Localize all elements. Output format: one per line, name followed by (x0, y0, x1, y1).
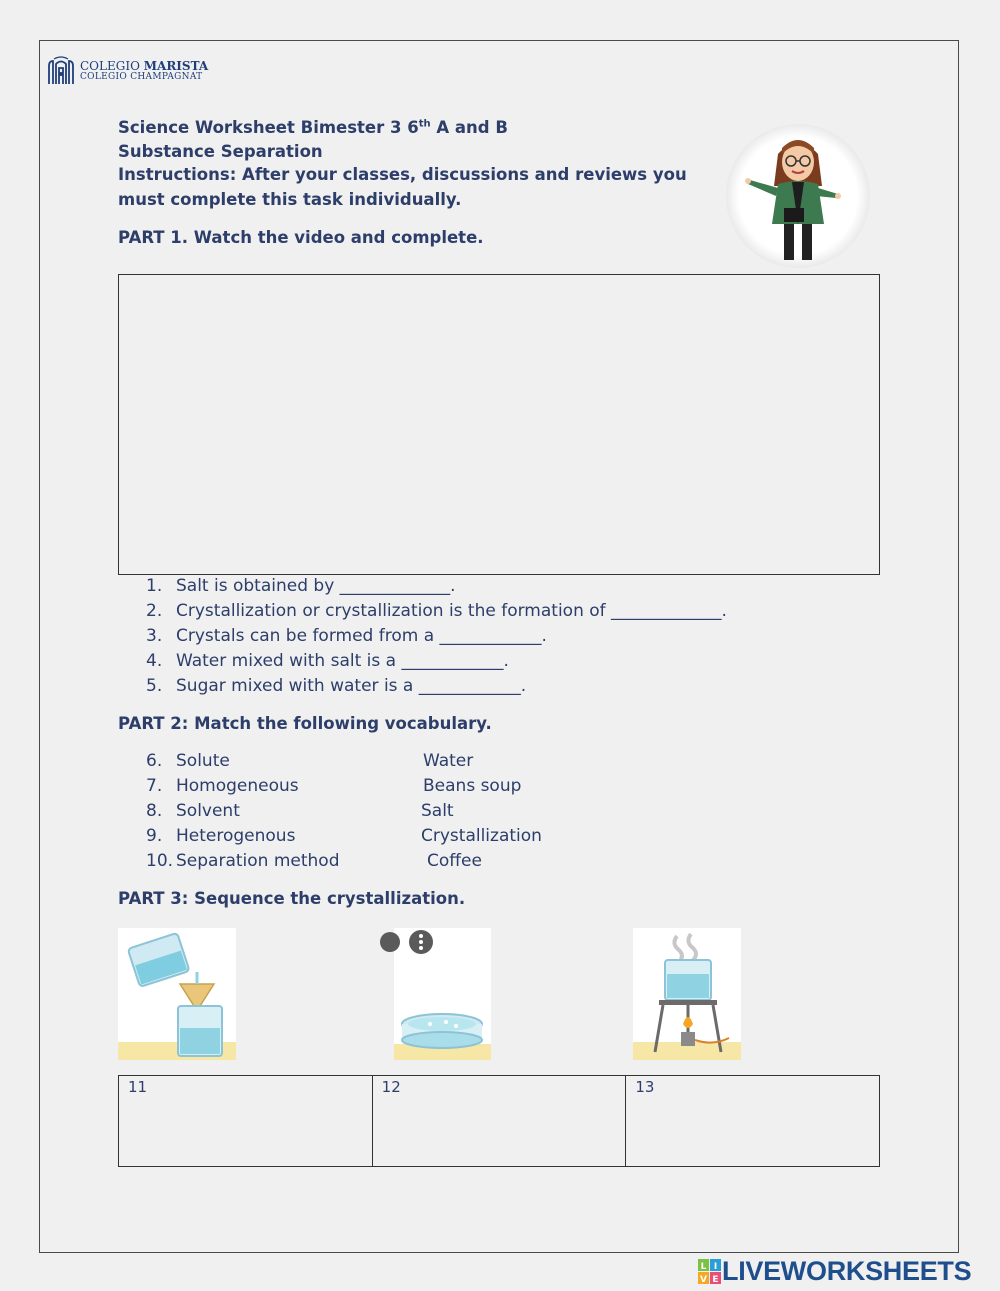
vocab-answer: Beans soup (423, 776, 522, 796)
question-number: 1. (146, 576, 163, 596)
worksheet-title (118, 118, 508, 137)
vocab-left-8 (146, 801, 240, 821)
question-number: 4. (146, 651, 163, 671)
question-text: Crystallization or crystallization is the formation of _____________. (176, 601, 727, 621)
vocab-number: 8. (146, 801, 163, 821)
question-4 (146, 651, 509, 671)
instructions-line2: must complete this task individually. (118, 190, 462, 209)
question-3 (146, 626, 547, 646)
sequence-answer-table (118, 1075, 880, 1167)
question-text: Water mixed with salt is a ____________. (176, 651, 509, 671)
logo-line1-bold: MARISTA (143, 59, 209, 73)
marista-crest-icon (46, 56, 76, 88)
instructions-line1: Instructions: After your classes, discussions and reviews you (118, 165, 687, 184)
part3-heading: PART 3: Sequence the crystallization. (118, 889, 466, 908)
vocab-answer: Salt (421, 801, 454, 821)
vocab-number: 7. (146, 776, 163, 796)
part1-heading: PART 1. Watch the video and complete. (118, 228, 484, 247)
vocab-answer: Water (423, 751, 474, 771)
svg-text:V: V (700, 1274, 707, 1285)
filtering-picture (118, 928, 236, 1060)
title-superscript: th (418, 118, 431, 130)
question-number: 2. (146, 601, 163, 621)
teacher-illustration-icon (726, 124, 870, 268)
question-1 (146, 576, 456, 596)
teacher-avatar (726, 124, 870, 268)
question-number: 5. (146, 676, 163, 696)
liveworksheets-logo (698, 1256, 971, 1287)
part2-heading: PART 2: Match the following vocabulary. (118, 714, 492, 733)
question-text: Crystals can be formed from a ____________. (176, 626, 547, 646)
answer-box-number: 13 (635, 1078, 655, 1096)
svg-text:L: L (700, 1261, 707, 1272)
image-overlay-controls[interactable] (380, 929, 436, 955)
vocab-number: 9. (146, 826, 163, 846)
question-text: Salt is obtained by _____________. (176, 576, 456, 596)
logo-line1: COLEGIO (80, 59, 144, 73)
answer-box-13[interactable] (626, 1076, 879, 1166)
heating-beaker-picture (633, 928, 741, 1060)
vocab-term: Separation method (176, 851, 340, 871)
svg-text:I: I (713, 1261, 718, 1272)
vocab-left-10 (146, 851, 339, 871)
answer-box-number: 11 (128, 1078, 148, 1096)
liveworksheets-brand-text: LIVEWORKSHEETS (722, 1256, 972, 1286)
question-text: Sugar mixed with water is a ____________. (176, 676, 527, 696)
vocab-term: Heterogenous (176, 826, 296, 846)
worksheet-subtitle: Substance Separation (118, 142, 323, 161)
answer-box-12[interactable] (373, 1076, 627, 1166)
answer-box-number: 12 (381, 1078, 401, 1096)
vocab-answer: Coffee (427, 851, 482, 871)
answer-box-11[interactable] (119, 1076, 373, 1166)
svg-text:E: E (712, 1274, 719, 1285)
title-main: Science Worksheet Bimester 3 6 (118, 118, 419, 137)
liveworksheets-mark-icon (698, 1259, 722, 1285)
question-number: 3. (146, 626, 163, 646)
vocab-term: Homogeneous (176, 776, 299, 796)
question-5 (146, 676, 526, 696)
vocab-number: 6. (146, 751, 163, 771)
vocab-answer: Crystallization (421, 826, 542, 846)
video-placeholder[interactable] (118, 274, 880, 575)
logo-line2: COLEGIO CHAMPAGNAT (80, 72, 203, 82)
title-rest: A and B (430, 118, 508, 137)
vocab-left-6 (146, 751, 230, 771)
vocab-left-9 (146, 826, 295, 846)
school-logo (46, 56, 208, 88)
vocab-term: Solute (176, 751, 230, 771)
vocab-number: 10. (146, 851, 174, 871)
vocab-term: Solvent (176, 801, 240, 821)
vocab-left-7 (146, 776, 299, 796)
question-2 (146, 601, 727, 621)
